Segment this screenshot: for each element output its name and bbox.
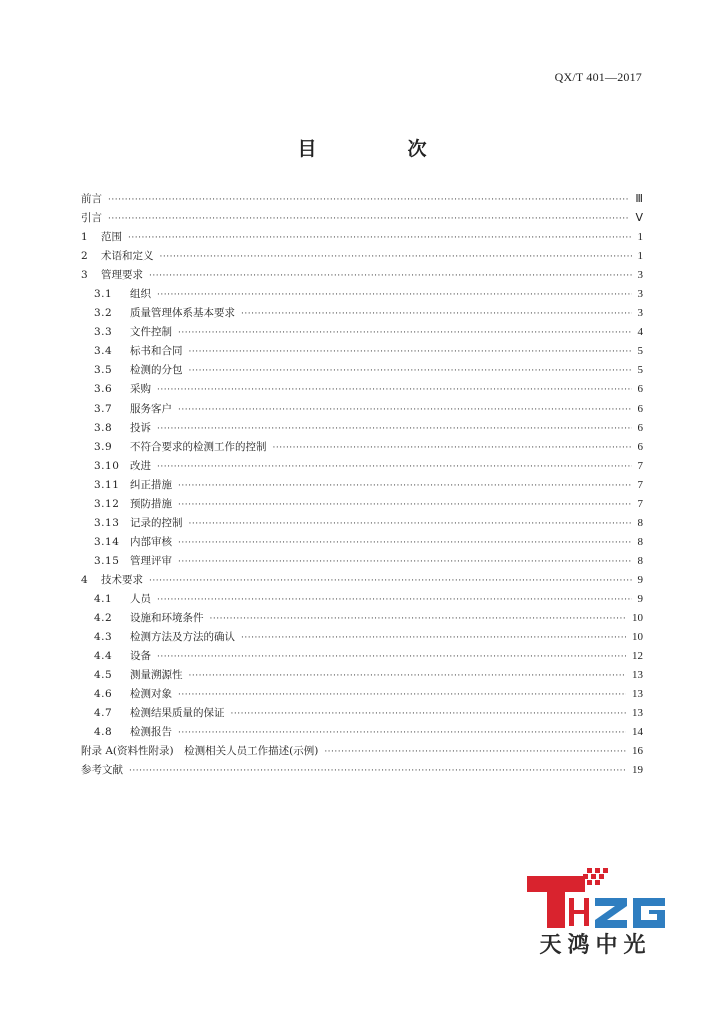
toc-entry-page: 8: [637, 554, 643, 567]
toc-leader-dots: [178, 724, 626, 743]
toc-entry[interactable]: [81, 342, 643, 361]
toc-entry-label: 检测方法及方法的确认: [130, 631, 235, 644]
toc-leader-dots: [157, 591, 632, 610]
toc-entry[interactable]: [81, 647, 643, 666]
toc-entry[interactable]: [81, 247, 643, 266]
page-title: 目 次: [297, 138, 463, 160]
toc-entry-label: 范围: [101, 231, 122, 244]
toc-leader-dots: [128, 229, 632, 248]
toc-entry-number: 2: [81, 250, 89, 263]
toc-entry[interactable]: [81, 209, 643, 228]
toc-entry[interactable]: [81, 190, 643, 209]
logo-text: 天鸿中光: [539, 933, 652, 958]
toc-leader-dots: [157, 648, 626, 667]
toc-leader-dots: [108, 191, 629, 210]
toc-entry-number: 1: [81, 231, 89, 244]
toc-entry-number: 3.14: [94, 535, 120, 548]
toc-entry-page: 12: [632, 650, 643, 663]
toc-entry-page: 5: [637, 345, 643, 358]
toc-entry-number: 3.11: [94, 478, 120, 491]
toc-entry[interactable]: [81, 723, 643, 742]
toc-entry-number: 4.5: [94, 669, 113, 682]
toc-entry-page: 7: [637, 497, 643, 510]
toc-entry-label: 质量管理体系基本要求: [130, 307, 235, 320]
toc-leader-dots: [178, 401, 632, 420]
toc-leader-dots: [129, 762, 626, 781]
toc-entry[interactable]: [81, 323, 643, 342]
toc-entry-page: 6: [637, 440, 643, 453]
toc-entry-number: 3.3: [94, 326, 113, 339]
toc-leader-dots: [189, 343, 632, 362]
toc-entry-page: 14: [632, 726, 643, 739]
toc-entry-number: 3.10: [94, 459, 120, 472]
toc-entry[interactable]: [81, 285, 643, 304]
toc-entry-label: 附录 A(资料性附录) 检测相关人员工作描述(示例): [81, 745, 319, 758]
toc-entry-page: 3: [637, 269, 643, 282]
toc-entry-label: 预防措施: [130, 497, 172, 510]
toc-entry[interactable]: [81, 419, 643, 438]
toc-entry[interactable]: [81, 742, 643, 761]
toc-entry[interactable]: [81, 533, 643, 552]
toc-entry-number: 3.6: [94, 383, 113, 396]
toc-leader-dots: [178, 477, 632, 496]
toc-entry[interactable]: [81, 666, 643, 685]
toc-entry-label: 人员: [130, 592, 151, 605]
toc-entry-number: 4.6: [94, 688, 113, 701]
toc-entry-label: 组织: [130, 288, 151, 301]
toc-leader-dots: [324, 743, 626, 762]
toc-entry-page: 10: [632, 612, 643, 625]
toc-entry[interactable]: [81, 685, 643, 704]
toc-leader-dots: [160, 248, 632, 267]
toc-entry-number: 4: [81, 573, 89, 586]
toc-leader-dots: [189, 515, 632, 534]
company-logo: [523, 866, 668, 958]
toc-entry-page: 6: [637, 421, 643, 434]
table-of-contents: [81, 190, 643, 780]
toc-entry-label: 改进: [130, 459, 151, 472]
toc-entry-number: 4.7: [94, 707, 113, 720]
toc-entry-label: 术语和定义: [101, 250, 154, 263]
toc-entry-number: 3.9: [94, 440, 113, 453]
toc-entry-label: 技术要求: [101, 573, 143, 586]
toc-entry[interactable]: [81, 514, 643, 533]
toc-entry-label: 检测结果质量的保证: [130, 707, 225, 720]
toc-entry-page: 5: [637, 364, 643, 377]
toc-entry-page: 16: [632, 745, 643, 758]
toc-entry-page: 3: [637, 288, 643, 301]
toc-entry-page: 7: [637, 459, 643, 472]
toc-entry-page: 6: [637, 402, 643, 415]
toc-entry-page: Ⅲ: [635, 193, 643, 205]
toc-entry-label: 内部审核: [130, 535, 172, 548]
toc-leader-dots: [189, 667, 627, 686]
toc-entry-number: 3.5: [94, 364, 113, 377]
toc-entry-number: 4.2: [94, 612, 113, 625]
toc-leader-dots: [157, 286, 632, 305]
toc-leader-dots: [178, 496, 632, 515]
toc-entry-label: 采购: [130, 383, 151, 396]
toc-leader-dots: [273, 439, 632, 458]
toc-entry-label: 纠正措施: [130, 478, 172, 491]
toc-leader-dots: [157, 420, 632, 439]
toc-entry-number: 3.15: [94, 554, 120, 567]
toc-entry-page: 9: [637, 592, 643, 605]
toc-entry-number: 4.8: [94, 726, 113, 739]
toc-entry-page: 8: [637, 516, 643, 529]
toc-leader-dots: [149, 572, 632, 591]
toc-entry[interactable]: [81, 380, 643, 399]
toc-entry[interactable]: [81, 704, 643, 723]
toc-entry-label: 参考文献: [81, 764, 123, 777]
toc-entry-page: 13: [632, 669, 643, 682]
toc-entry-label: 检测的分包: [130, 364, 183, 377]
toc-entry-number: 4.3: [94, 631, 113, 644]
toc-entry-number: 3.1: [94, 288, 113, 301]
toc-entry-label: 引言: [81, 212, 102, 225]
toc-entry-page: 7: [637, 478, 643, 491]
toc-entry-number: 3: [81, 269, 89, 282]
toc-entry[interactable]: [81, 761, 643, 780]
toc-entry[interactable]: [81, 495, 643, 514]
toc-leader-dots: [108, 210, 629, 229]
toc-entry-label: 记录的控制: [130, 516, 183, 529]
toc-entry[interactable]: [81, 609, 643, 628]
toc-entry-page: 10: [632, 631, 643, 644]
toc-entry-number: 4.1: [94, 592, 113, 605]
toc-entry-page: 1: [637, 250, 643, 263]
toc-leader-dots: [178, 534, 632, 553]
toc-entry-label: 检测报告: [130, 726, 172, 739]
toc-leader-dots: [149, 267, 632, 286]
toc-entry[interactable]: [81, 571, 643, 590]
document-code: QX/T 401—2017: [554, 70, 642, 84]
toc-entry-number: 3.13: [94, 516, 120, 529]
toc-entry-page: 13: [632, 707, 643, 720]
toc-entry[interactable]: [81, 590, 643, 609]
toc-entry-page: 1: [637, 231, 643, 244]
toc-entry[interactable]: [81, 628, 643, 647]
toc-entry-page: 4: [637, 326, 643, 339]
toc-entry-page: Ⅴ: [635, 212, 643, 225]
toc-entry-page: 8: [637, 535, 643, 548]
toc-leader-dots: [210, 610, 627, 629]
toc-entry-page: 3: [637, 307, 643, 320]
toc-leader-dots: [178, 686, 626, 705]
toc-leader-dots: [189, 362, 632, 381]
toc-entry[interactable]: [81, 304, 643, 323]
toc-leader-dots: [241, 305, 632, 324]
toc-entry[interactable]: [81, 228, 643, 247]
toc-leader-dots: [241, 629, 626, 648]
toc-entry[interactable]: [81, 552, 643, 571]
toc-entry-number: 4.4: [94, 650, 113, 663]
toc-leader-dots: [178, 324, 632, 343]
toc-entry-number: 3.2: [94, 307, 113, 320]
toc-leader-dots: [178, 553, 632, 572]
toc-entry-label: 标书和合同: [130, 345, 183, 358]
toc-entry-page: 13: [632, 688, 643, 701]
toc-entry-label: 投诉: [130, 421, 151, 434]
toc-entry-label: 前言: [81, 193, 102, 205]
toc-entry-number: 3.8: [94, 421, 113, 434]
toc-entry[interactable]: [81, 457, 643, 476]
toc-entry-label: 设备: [130, 650, 151, 663]
toc-entry-label: 测量溯源性: [130, 669, 183, 682]
toc-entry-label: 文件控制: [130, 326, 172, 339]
toc-entry-label: 服务客户: [130, 402, 172, 415]
toc-entry[interactable]: [81, 400, 643, 419]
toc-entry-page: 6: [637, 383, 643, 396]
toc-leader-dots: [231, 705, 627, 724]
toc-leader-dots: [157, 381, 632, 400]
logo-mark-icon: [523, 866, 668, 930]
toc-entry-number: 3.7: [94, 402, 113, 415]
toc-entry-page: 9: [637, 573, 643, 586]
toc-entry[interactable]: [81, 361, 643, 380]
toc-entry-label: 管理要求: [101, 269, 143, 282]
toc-entry-number: 3.4: [94, 345, 113, 358]
toc-entry[interactable]: [81, 438, 643, 457]
toc-leader-dots: [157, 458, 632, 477]
toc-entry[interactable]: [81, 476, 643, 495]
toc-entry-number: 3.12: [94, 497, 120, 510]
toc-entry-label: 不符合要求的检测工作的控制: [130, 440, 267, 453]
toc-entry-label: 检测对象: [130, 688, 172, 701]
toc-entry-label: 设施和环境条件: [130, 612, 204, 625]
toc-entry[interactable]: [81, 266, 643, 285]
toc-entry-label: 管理评审: [130, 554, 172, 567]
toc-entry-page: 19: [632, 764, 643, 777]
